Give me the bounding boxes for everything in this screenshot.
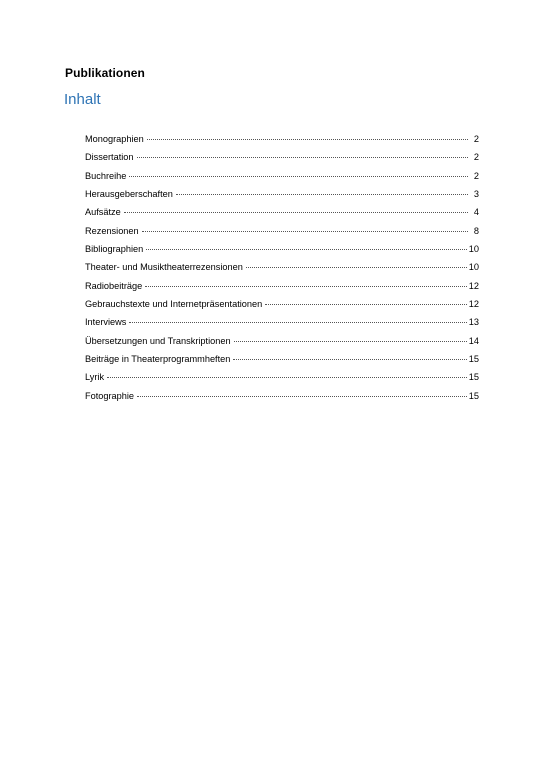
toc-entry-label: Gebrauchstexte und Internetpräsentationen <box>85 299 263 310</box>
toc-entry-label: Radiobeiträge <box>85 280 143 291</box>
toc-entry-label: Monographien <box>85 134 144 144</box>
toc-dot-leader <box>246 266 467 268</box>
toc-entry-page: 13 <box>468 317 479 328</box>
toc-entry-label: Rezensionen <box>85 225 139 236</box>
toc-entry-label: Buchreihe <box>85 170 127 181</box>
toc-entry-theaterprogrammhefte[interactable] <box>85 350 479 368</box>
toc-entry-page: 15 <box>468 354 479 365</box>
toc-entry-label: Fotographie <box>85 390 135 401</box>
toc-entry-bibliographien[interactable] <box>85 240 479 258</box>
toc-title: Inhalt <box>64 91 101 108</box>
toc-dot-leader <box>107 376 467 378</box>
toc-entry-aufsaetze[interactable] <box>85 203 479 221</box>
toc-entry-label: Dissertation <box>85 152 134 163</box>
toc-entry-page: 14 <box>468 335 479 346</box>
toc-entry-page: 2 <box>473 134 479 144</box>
toc-dot-leader <box>147 138 468 140</box>
toc-entry-page: 10 <box>468 262 479 273</box>
toc-entry-page: 2 <box>473 152 479 163</box>
toc-entry-label: Lyrik <box>85 372 105 383</box>
toc-entry-page: 3 <box>473 189 479 200</box>
toc-entry-page: 12 <box>468 280 479 291</box>
toc-entry-page: 4 <box>473 207 479 218</box>
toc-entry-page: 15 <box>468 390 479 401</box>
toc-dot-leader <box>145 285 467 287</box>
toc-dot-leader <box>233 358 466 360</box>
toc-dot-leader <box>234 340 467 342</box>
toc-dot-leader <box>137 156 468 158</box>
toc-entry-label: Beiträge in Theaterprogrammheften <box>85 354 231 365</box>
toc-dot-leader <box>137 395 467 397</box>
document-heading: Publikationen <box>65 66 145 80</box>
toc-dot-leader <box>142 230 468 232</box>
toc-dot-leader <box>146 248 467 250</box>
toc-entry-monographien[interactable] <box>85 130 479 148</box>
toc-entry-label: Theater- und Musiktheaterrezensionen <box>85 262 243 273</box>
toc-entry-interviews[interactable] <box>85 313 479 331</box>
toc-entry-fotographie[interactable] <box>85 387 479 405</box>
toc-entry-dissertation[interactable] <box>85 148 479 166</box>
toc-entry-rezensionen[interactable] <box>85 222 479 240</box>
toc-entry-page: 12 <box>468 299 479 310</box>
toc-entry-label: Bibliographien <box>85 244 144 255</box>
toc-dot-leader <box>129 321 466 323</box>
toc-dot-leader <box>176 193 468 195</box>
toc-entry-page: 2 <box>473 170 479 181</box>
toc-entry-label: Aufsätze <box>85 207 121 218</box>
toc-entry-buchreihe[interactable] <box>85 167 479 185</box>
toc-entry-uebersetzungen[interactable] <box>85 332 479 350</box>
toc-entry-page: 8 <box>473 225 479 236</box>
toc-entry-radiobeitraege[interactable] <box>85 277 479 295</box>
toc-entry-page: 15 <box>468 372 479 383</box>
toc-entry-lyrik[interactable] <box>85 368 479 386</box>
toc-entry-herausgeberschaften[interactable] <box>85 185 479 203</box>
toc-entry-page: 10 <box>468 244 479 255</box>
toc-entry-label: Herausgeberschaften <box>85 189 173 200</box>
toc-dot-leader <box>124 211 468 213</box>
toc-entry-label: Übersetzungen und Transkriptionen <box>85 335 231 346</box>
toc-entry-gebrauchstexte[interactable] <box>85 295 479 313</box>
toc-dot-leader <box>129 175 468 177</box>
toc-entry-label: Interviews <box>85 317 127 328</box>
table-of-contents <box>85 130 479 405</box>
toc-entry-theaterrezensionen[interactable] <box>85 258 479 276</box>
toc-dot-leader <box>265 303 467 305</box>
